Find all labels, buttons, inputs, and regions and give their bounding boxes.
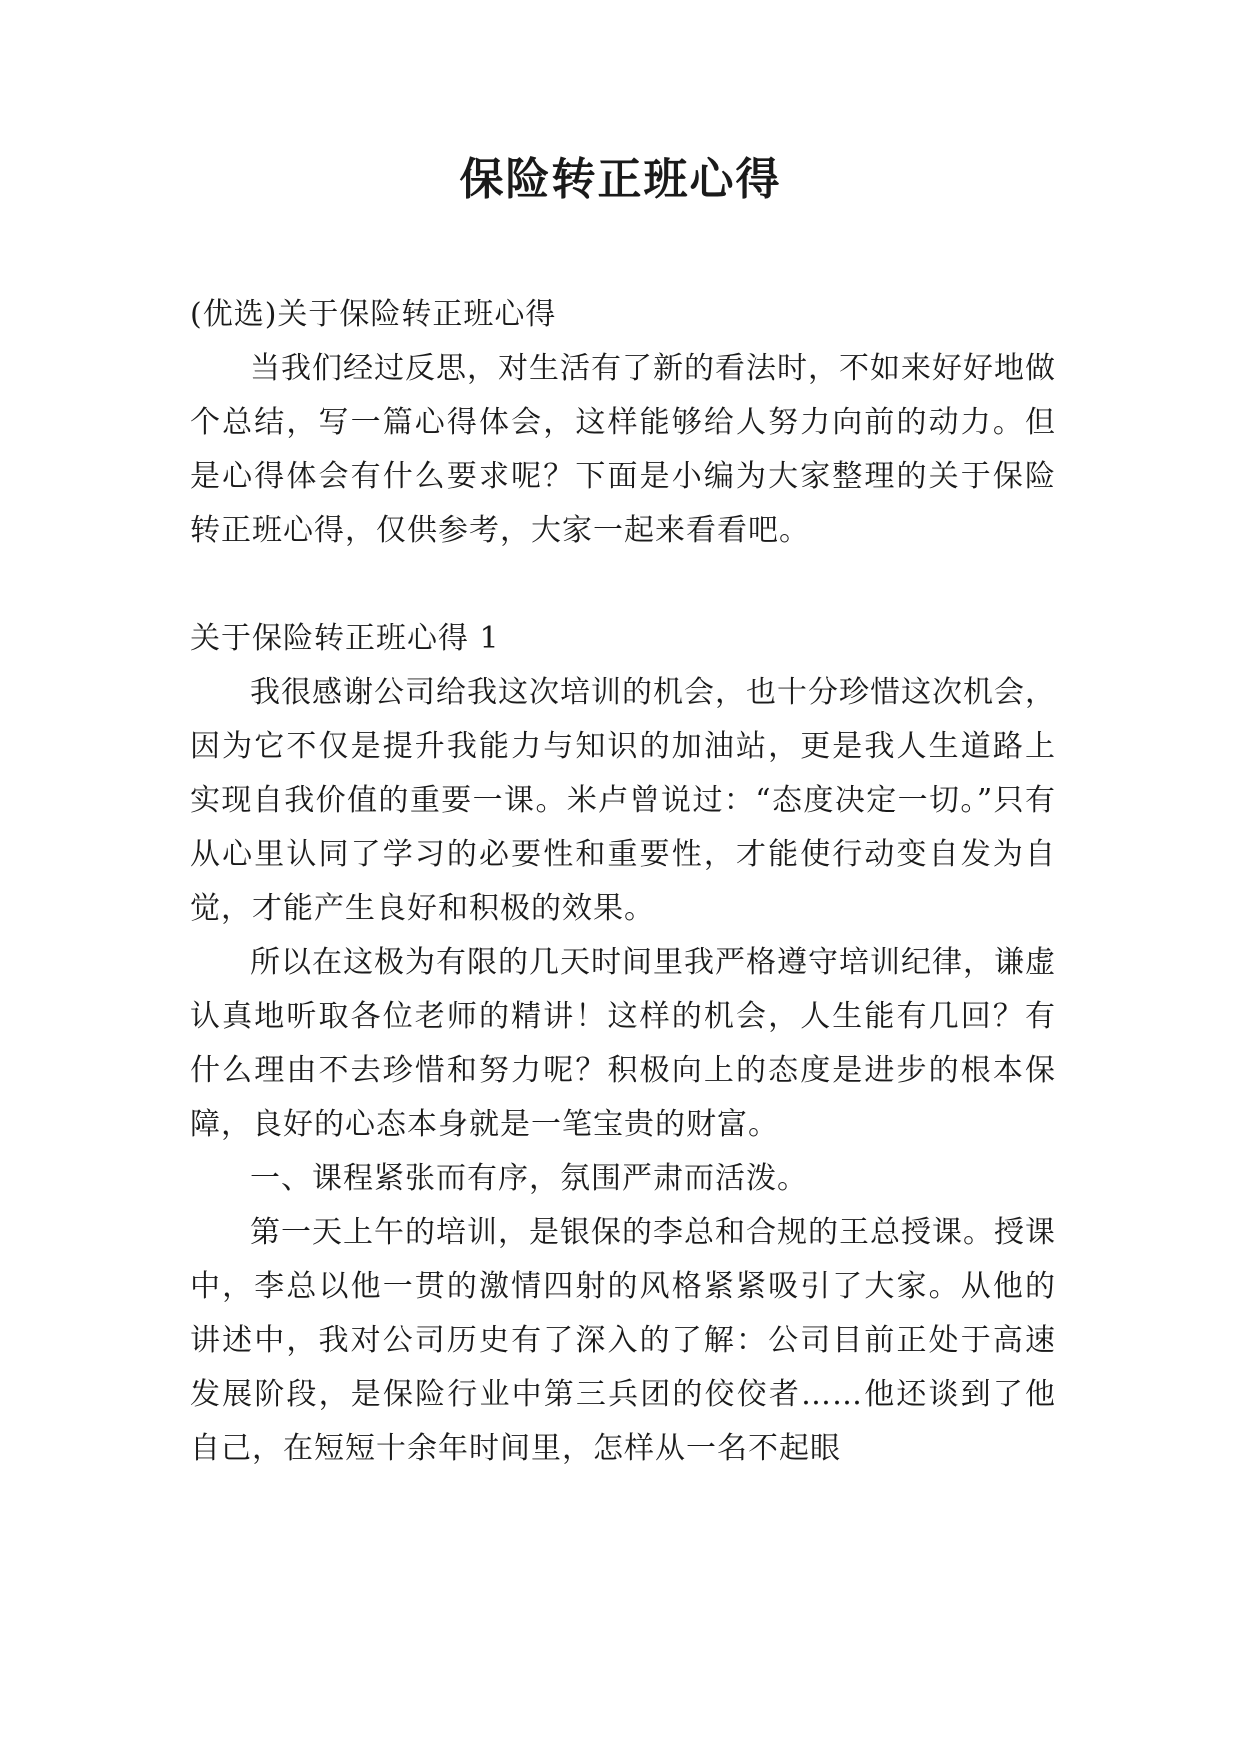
paragraph: 所以在这极为有限的几天时间里我严格遵守培训纪律，谦虚认真地听取各位老师的精讲！这样的机会，人生能有几回？有什么理由不去珍惜和努力呢？积极向上的态度是进步的根本保障，良好的心态本身就是一笔宝贵的财富。: [190, 945, 1056, 1142]
section-heading: 关于保险转正班心得 1: [190, 621, 500, 656]
numbered-point: 一、课程紧张而有序，氛围严肃而活泼。: [250, 1161, 808, 1196]
paragraph: 第一天上午的培训，是银保的李总和合规的王总授课。授课中，李总以他一贯的激情四射的风格紧紧吸引了大家。从他的讲述中，我对公司历史有了深入的了解：公司目前正处于高速发展阶段，是保险行业中第三兵团的佼佼者……他还谈到了他自己，在短短十余年时间里，怎样从一名不起眼: [190, 1215, 1056, 1466]
document-title: 保险转正班心得: [459, 154, 782, 205]
document-subtitle: (优选)关于保险转正班心得: [190, 297, 557, 332]
paragraph: 我很感谢公司给我这次培训的机会，也十分珍惜这次机会，因为它不仅是提升我能力与知识的加油站，更是我人生道路上实现自我价值的重要一课。米卢曾说过：“态度决定一切。”只有从心里认同了学习的必要性和重要性，才能使行动变自发为自觉，才能产生良好和积极的效果。: [190, 675, 1056, 926]
document-body: [190, 288, 1056, 1476]
intro-paragraph: 当我们经过反思，对生活有了新的看法时，不如来好好地做个总结，写一篇心得体会，这样能够给人努力向前的动力。但是心得体会有什么要求呢？下面是小编为大家整理的关于保险转正班心得，仅供参考，大家一起来看看吧。: [190, 351, 1056, 548]
